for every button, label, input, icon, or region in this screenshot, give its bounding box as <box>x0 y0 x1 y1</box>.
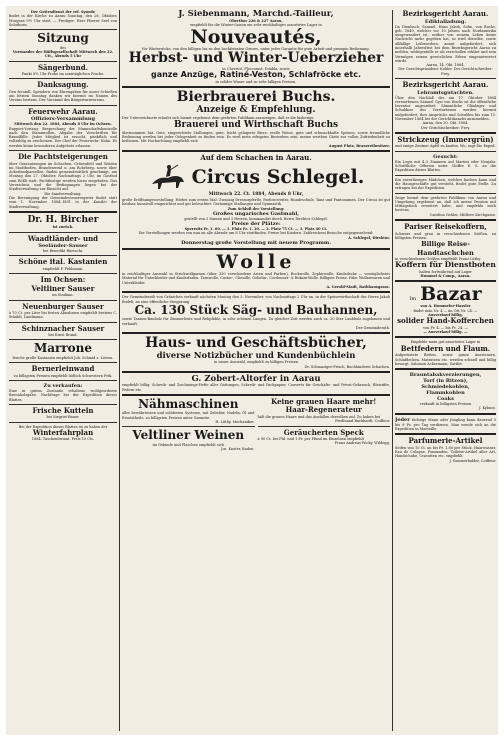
bernerleinwand-body: zu billigsten Preisen empfiehlt höflich Schwestern Frik. <box>13 373 113 378</box>
gesucht-title: Gesucht: <box>433 153 458 160</box>
notice-body: findet in der Kirche zu Aarau Sonntag, den 26. Oktober, Morgens 9½ Uhr statt. — Prediger: Herr Pfarrer Seel von Solothurn. <box>9 14 117 27</box>
circus-schluss: Zum Schluß der Vorstellung: <box>227 206 285 211</box>
bezirksgericht-date: Aarau, 14. Okt. 1884. <box>426 63 465 68</box>
haare-sub: Haar-Regenerateur <box>285 405 362 415</box>
kastanien-src: empfiehlt F. Fehlmann. <box>42 266 84 271</box>
sitzung-body: Vorstandes der Hülfsgesellschaft Mittwoch den 22. Ctt., Abends 5 Uhr <box>12 49 114 59</box>
bazar-sub: von A. Hommeler-Hassler <box>420 304 471 309</box>
preise-title: Preise der Plätze: <box>231 221 281 228</box>
fahrplan-pre: Bei der Expedition dieses Blattes ist zu haben der <box>18 424 108 429</box>
coaks-body: verkauft in billigsten Preisen <box>419 402 472 407</box>
haare-body: hält die grauen Haare und das Ausfallen derselben auf. Zu haben bei <box>257 414 381 419</box>
column-right <box>395 10 496 463</box>
bezirksgericht2-sign: Der Gerichtschreiber: Frey. <box>421 125 470 130</box>
billige-reise-body: in verschiedenen Größen empfiehlt Franz Lüthy. <box>395 257 481 262</box>
maedchen-body: Ein zuverlässiges Mädchen, welches kochen kann und die Hausgeschäfte gut versteht, findet gute Stelle. Zu erfragen bei der Expedition. <box>395 177 496 191</box>
brauerei-wirthschaft: Brauerei und Wirthschaft Buchs <box>173 120 339 131</box>
haare-sign: Ferdinand Burkhardt, Coiffeur. <box>335 419 390 424</box>
wolle-title: Wolle <box>216 251 296 274</box>
speck-sign: Franz Andreas-Wicky, Wildegg. <box>334 441 390 446</box>
bezirksgericht-body: Da Dienbach, Samuel, Hans Jakob, Sohn, von Buchs, geb. 1849, welcher vor 10 Jahren nach Nordamerika ausgewandert ist, seither von seinem Leben keine Nachricht mehr gegeben hat, so wird derselbe, sowie allfällige Leibeserben, anmit aufgefordert, sich innerhalb Jahresfrist bei dem Bezirksgericht Aarau zu melden, widrigenfalls er als verschollen erklärt und sein Vermögen seinen gesetzlichen Erben eingeantwortet würde. <box>395 24 496 63</box>
bierbrauerei-body: Der Unterzeichnete erlaubt sich hiemit ergebenst dem geehrten Publikum anzuzeigen, daß er die bisherige <box>122 115 314 120</box>
anzuege-sub: in solider Waare und zu sehr billigen Preisen. <box>215 79 297 84</box>
siebenmann-addr: Oberthor 226 & 227 Aarau, <box>229 18 283 23</box>
herbst-title: Herbst- und Winter-Ueberzieher <box>128 50 384 67</box>
notice-title: Der Gottesdienst der ref. Synode <box>30 10 96 14</box>
bierbrauerei-body2: übernommen hat. Gute, eingerichtete Stallungen, gute, leicht gelagerte Biere, reelle Weine, gute und schmackhafte Speisen, sowie freundliche Bedienung werden bei jeder Gelegenheit zu finden sein. Es wird mein eifrigstes Bestreben sein, meine werthen Gäste zur vollen Zufriedenheit zu bedienen. Mit Hochachtung empfiehlt sich <box>122 130 390 144</box>
circus-body: große Eröffnungsvorstellung. Hiebei zum ersten Mal: Zwanzig Dressurpferde, Parforcereiter, Hundeschule, Tanz und Pantomimen. Der Circus ist gut heizbar, kunstvoll eingerichtet und gut beleuchtet. Geräumige Stallungen und Gymnastik. <box>122 197 390 207</box>
waadt-sub: Seeländer-Sauser <box>38 243 88 250</box>
schinznacher-src: bei Ernst Brand. <box>48 333 78 338</box>
flammkohlen-title: Flammkohlen <box>426 390 465 397</box>
waadt-title: Waadtländer- und <box>27 233 99 243</box>
sitzung-sub: des <box>59 45 67 50</box>
ochsen-title: Im Ochsen: <box>40 275 86 285</box>
bircher-sub: ist zurück. <box>52 225 74 230</box>
anzeige-title: Anzeige & Empfehlung. <box>196 105 316 116</box>
bircher-name: Dr. H. Bircher <box>27 214 99 225</box>
preise-body: Sperrsitz Fr. 1. 60. — 1. Platz Fr. 1. 20. — 2. Platz 75 Ct. — 3. Platz 40 Ct. <box>184 227 328 232</box>
bezirksgericht2-date: Aarau, den 20. Okt. 1884. <box>422 121 469 126</box>
column-divider <box>392 10 393 731</box>
bezirksgericht2-sub: Lehramtsgutachten. <box>417 89 474 96</box>
bazar-addr: findet man Nr. 4 — im Ort Nr. 24. — <box>413 308 478 313</box>
newspaper-page <box>6 6 498 735</box>
haare-title: Keine grauen Haare mehr! <box>271 396 377 406</box>
bezirksgericht2-title: Bezirksgericht Aarau. <box>402 80 489 90</box>
column-divider <box>119 10 120 731</box>
fahrplan-body: 1884. Taschenformat. Preis 10 Cts. <box>31 437 95 442</box>
bernerleinwand-title: Bernerleinwand <box>31 364 95 374</box>
nouveautes-body: für Winterröcke, von den billigen bis zu den hochfeinsten Genres, unter jeder Garantie für gute Arbeit und prompte Bedienung. <box>142 47 370 52</box>
strickzeug-body: und einige Zentner Apfel zu kaufen. Wo, sagt Die Exped. <box>395 144 496 149</box>
kutteln-title: Frische Kutteln <box>32 405 94 415</box>
haus-title: Haus- und Geschäftsbücher, <box>145 335 367 352</box>
circus-schluss2: Großes ungarisches Gastmahl, <box>213 210 299 217</box>
bierbrauerei-title: Bierbrauerei Buchs. <box>176 88 336 105</box>
saengerbund-title: Sängerbund. <box>37 62 89 72</box>
wolle-body: in reichhaltiger Auswahl in Strickwollgarnen (über 350 verschiedene Arten und Farben), Rockwolle, Zephirwolle, Kindsdecke — vorzüglichstes Material für Unterkleider und Kinderfaden. Tarnwolle, Castor-, Chenille, Gobelin-, Cordonnet- & Rokaïn-Wolle. Billigste Preise. Fabr. Wollenwaren und Unterkleider. <box>122 272 390 285</box>
jeder-body: tüchtige Mann oder Jüngling kann dauernd 5 bis 8 Fr. pro Tag verdienen. Man wende sich an die Expedition in Marseille. <box>395 417 496 432</box>
waadt-src: bei Benedikt Rüetschi. <box>42 249 84 254</box>
reisekoffern-title: Pariser Reisekoffern, <box>404 222 487 231</box>
column-left <box>9 10 117 442</box>
herbst-body: in Chevriot, Flocconné, Doubla, sowie <box>222 66 290 71</box>
saengerbund-sub: Punkt 8½ Uhr Probe im sonntäglichen Fracke. <box>21 72 105 77</box>
nouveautes-title: Nouveautés, <box>190 26 322 49</box>
feuerwehr-sub: Offiziers-Versammlung <box>31 116 95 123</box>
bettfedern-pre: Empfehle mein gut assortirtes Lager in <box>410 340 481 345</box>
parfumerie-title: Parfumerie-Artikel <box>408 436 483 446</box>
holz-body: sowie Tannen-Bauholz für Zimmerleute und Rebpfähle, in sehr schönen Längen. Zu gleicher Zeit werden auch ca. 20 Ster Laubholz zugehauen und verkauft. <box>122 317 390 326</box>
haus-sign: Dr. Schmuziger-Frisch, Buchbinderei Schachen. <box>304 364 390 369</box>
sand-notice: Die Sandverwaltung. <box>44 191 82 196</box>
veltliner-title: Veltliner Weinen <box>132 428 245 443</box>
naehmaschinen-sign: H. Lüthy, Mechaniker. <box>215 420 255 424</box>
circus-date: Mittwoch 22. Ct. 1884, Abends 8 Uhr, <box>208 192 304 198</box>
im-label: Im <box>409 296 417 303</box>
haus-body: in neuer Auswahl, empfiehlt zu billigen Preisen <box>213 360 299 365</box>
column-center <box>122 10 390 451</box>
veltliner-body: im Gebinde und Flaschen empfiehlt sich <box>152 442 224 447</box>
siebenmann-body: empfiehlt für die Winter-Saison ein sehr reichhaltiges assortirtes Lager in <box>190 22 322 27</box>
jeder-title: Jeder <box>395 416 410 423</box>
wolle-sign: A. Gerold-Stadt, Rathhausgasse. <box>326 284 390 289</box>
veltliner-sign: Jos. Kuster, Baden. <box>221 447 255 452</box>
bettfedern-title: Bettfedern und Flaum. <box>400 343 491 353</box>
donnerstag-notice: Donnerstag große Vorstellung mit neuem Programm. <box>181 240 331 247</box>
haus-sub: diverse Notizbücher und Kundenbüchlein <box>156 350 356 361</box>
kutteln-src: bei Siegrist-Bauer. <box>46 415 80 420</box>
solider-title: solider Hand-Kofferchen <box>397 316 494 326</box>
pacht-title: Die Pachtsteigerungen <box>18 152 108 162</box>
kastanien-title: Schöne ital. Kastanien <box>18 257 108 267</box>
schachen-title: Auf dem Schachen in Aarau. <box>200 152 312 162</box>
notice-last: Die Bereinigung der Gemeindesteuerregister findet statt vom 1. November 1884–1891 in der Kanzlei der Stadtverwaltung. <box>9 195 117 209</box>
koffern-body: halten fortwährend auf Lager <box>419 269 472 274</box>
ausverkauf2-label: — Ausverkauf billig. — <box>423 330 468 335</box>
danksagung-title: Danksagung. <box>37 80 89 90</box>
coaks-title: Coaks <box>437 396 454 403</box>
ausverkauf-label: Ausverkauf billig. <box>428 313 463 318</box>
zobert-title: G. Zobert-Altorfer in Aarau <box>191 373 321 384</box>
feuerwehr-date: Mittwoch den 22. 1884, Abends 8 Uhr im Ochsen. <box>14 122 112 127</box>
naehmaschinen-title: Nähmaschinen <box>138 396 239 411</box>
sitzung-title: Sitzung <box>37 31 89 46</box>
gesucht-body: Ein Logis mit 4–5 Zimmern auf Martini oder Neujahr. Schriftliche Offerten unter Chiffre E. S. an die Expedition dieses Blattes. <box>395 159 496 173</box>
pension-body: Zeige hiemit dem geehrten Publikum von Aarau und Umgebung ergebenst an, daß ich meine Pension mit Mittagstisch erweitert habe, und empfehle mich bestens. <box>395 195 496 213</box>
strickzeug-title: Strickzeug (Immergrün) <box>397 134 494 144</box>
circus-rider-icon <box>148 162 188 192</box>
schinznacher-title: Schinznacher Sauser <box>21 323 105 333</box>
billige-reise-title: Billige Reise-Handtaschchen <box>417 240 474 257</box>
anzuege-title: ganze Anzüge, Ratiné-Veston, Schlafröcke etc. <box>150 70 362 80</box>
ochsen-sub: Veltliner Sauser <box>31 283 95 293</box>
marrone-body: frische große Kastanien empfiehlt Joh. Schmid z. Löwen. <box>12 355 114 360</box>
holz-title: Ca. 130 Stück Säg- und Bauhannen, <box>134 302 378 317</box>
neuenburger-body: à 70 Ct. per Liter bei festen Abnahmen empfiehlt bestens C. Stäubli, Landmann. <box>9 311 117 320</box>
bettfedern-body: Aufgerüstete Betten, sowie ganze Aussteuern, Schlafdecken, Matratzen etc. werden schnell und billig besorgt. Salomon Ackermann, Sattler. <box>395 353 496 366</box>
speck-title: Geräucherten Speck <box>283 427 364 437</box>
fahrplan-title: Winterfahrplan <box>32 427 94 437</box>
holz-sign: Der Gemeinderath. <box>355 325 390 330</box>
holz-intro: Der Gemeinderath von Gränichen verkauft nächsten Montag den 3. November, von Nachmittags 2 Uhr an, in der Speisewirthschaft des Herrn Jakob Bodeli, an eine öffentliche Steigerung <box>122 295 390 304</box>
zobert-body: empfiehlt billig: Schreib- und Zeichnungs-Hefte aller Gattungen, Schreib- und Packpapier, Couverts für Geschäfts- und Privat-Gebrauch, Bleistifte, Federn etc. <box>122 383 390 392</box>
circus-schluss3: gestellt von 3 Damen und 3 Herren, kommandirt durch Herrn Direktor Schlegel. <box>184 216 328 221</box>
solider-body: von Fr. 4. — bis Fr. 24. — <box>423 325 468 330</box>
marrone-title: Marrone <box>33 341 93 356</box>
neuenburger-title: Neuenburger Sauser <box>22 301 104 311</box>
verkauf-body: Eine in gutem Zustande erhaltene wohlgeordnete Brennholzgabe. Nachfrage bei der Expedition dieses Blattes. <box>9 388 117 402</box>
circus-title: Circus Schlegel. <box>191 166 365 189</box>
bezirksgericht-title: Bezirksgericht Aarau. <box>402 10 489 18</box>
bierbrauerei-sign: August Platz, Brauereibesitzer. <box>328 143 390 148</box>
pacht-body: über Grasnutzungen im Schachen, Grüzenfeld und Weiden im Stadtboden, Brandenweid u. am Rohrberg, sowie über Ackerlandparzellen, finden gemeinderätlich genehmigt, am Montag den 27. Oktober, Nachmittags 2 Uhr, im Gasthof zum Rößli statt. Pachtlustige werden hiezu eingeladen. Das Verzeichnis und die Bedingungen liegen bei der Stadtverwaltung zur Einsicht auf. <box>9 161 117 192</box>
reisekoffern-body: Schwarz und grau in verschiedenen Größen, zu billigsten Preisen. <box>395 231 496 240</box>
parfumerie-sign: J. Sommerhalder, Coiffeur. <box>449 458 496 463</box>
feuerwehr-title: Feuerwehr Aarau. <box>28 106 98 116</box>
schmiedekohlen-title: Schmiedekohlen, <box>421 384 470 391</box>
danksagung-body: Den freundl. Spendern von Ehrengaben für unser Schießen am letzten Sonntag danken wir hiermit im Namen des Vereins bestens. Der Vorstand des Bürgerturnvereins. <box>9 89 117 103</box>
preise-sign: A. Schlegel, Direktor. <box>348 235 390 240</box>
pension-sign: Carolina Gehler, Mittlere Kirchgasse. <box>429 212 496 217</box>
siebenmann-name: J. Siebenmann, Marchd.-Tailleur, <box>178 10 334 19</box>
bezirksgericht2-body: Über den Nachlaß des am 17. Oktober 1884 verstorbenen Samuel Gysi von Buchs ist die öffentliche Inventur angeordnet. Sämmtliche Gläubiger und Schuldner des Verstorbenen werden hiermit aufgefordert, ihre Ansprüche und Schulden bis zum 15. November 1884 bei der Gerichtskanzlei anzumelden. <box>395 95 496 122</box>
brauntabak-title: Brauntabakverzierungen, <box>409 372 482 379</box>
bezirksgericht-sub: Ediktalladung. <box>424 18 467 25</box>
coaks-sign: J. Kyburz. <box>479 406 496 411</box>
torf-title: Torf (in Ritzen), <box>423 378 468 385</box>
ochsen-src: im Stadium. <box>52 293 74 298</box>
feuerwehr-body: Rapport-Vortrag: Besprechung der Mannschaftskontrolle nach den Stammrollen. Abgabe der Vorschriften für Brandfälle. Jedes Mitglied ist ersucht, pünktlich und vollzählig zu erscheinen. Der Chef der Feuerwehr: Kuhn. Es werden keine besonderen Aufgebote erlassen. <box>9 126 117 148</box>
parfumerie-body: Seifen von 10 Ct. an bis Fr. 1.80 per Stück. Haarwasser, Eau de Cologne, Pommaden, Toilette-Artikel aller Art, Handschuhe, Cravatten etc. empfiehlt <box>395 445 496 459</box>
speck-body: à 90 Ct. bei Pfd. und 1 Fr. per Pfund im Einzelnen empfiehlt <box>257 437 365 441</box>
koffern-sign: Hummel & Comp., Aarau. <box>420 274 471 279</box>
bazar-title: Bazar <box>420 283 482 306</box>
naehmaschinen-body: aller bewährtesten und solidesten Systeme, mit Zubehör, Nadeln, Öl und Ersatztheile, zu billigsten Preisen unter Garantie. <box>122 411 255 420</box>
bezirksgericht-sign: Der Gerichtspräsident: Kohler. Der Gerichtschreiber: Frey. <box>398 67 493 76</box>
koffern-title: Koffern für Dienstboten <box>395 260 496 270</box>
verkauf-title: Zu verkaufen: <box>43 382 83 389</box>
preise-sub: Die Vorstellungen werden von nun an alle Abende um 8 Uhr stattfinden. Preise bei Kindern. Zahlreichem Besuche entgegensehend: <box>138 231 374 236</box>
